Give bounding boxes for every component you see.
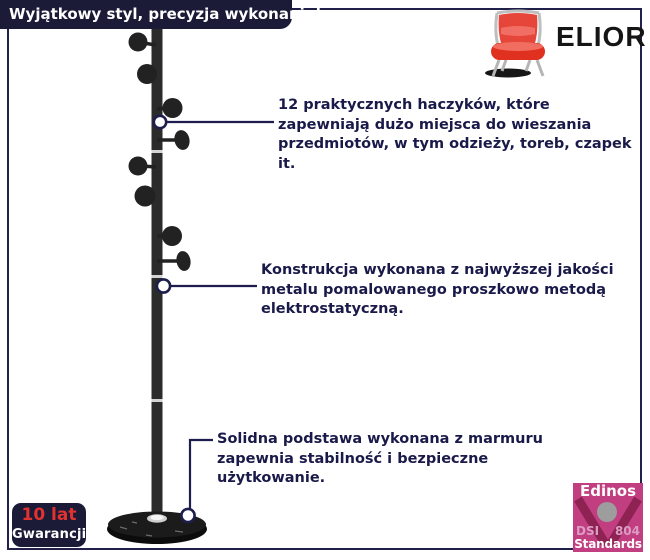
edinos-standards-label: Standards bbox=[574, 537, 642, 551]
hook-knob-icon bbox=[137, 64, 157, 84]
leader-line-base bbox=[190, 440, 213, 509]
hook-knob-icon bbox=[162, 226, 182, 246]
brand-name: ELIOR bbox=[556, 21, 647, 52]
marker-construction bbox=[157, 279, 170, 292]
edinos-804-label: 804 bbox=[614, 524, 640, 538]
edinos-circle-icon bbox=[597, 502, 617, 522]
hook-knob-icon bbox=[135, 186, 156, 207]
red-chair-icon bbox=[484, 8, 552, 78]
edinos-title: Edinos bbox=[579, 482, 637, 500]
annotation-hooks: 12 praktycznych haczyków, które zapewniają dużo miejsca do wieszania przedmiotów, w tym odzieży, toreb, czapek it. bbox=[278, 97, 632, 172]
hook-knob-icon bbox=[129, 157, 148, 176]
rack-pole bbox=[152, 28, 163, 520]
warranty-label: Gwarancji bbox=[12, 527, 87, 542]
hook-knob-icon bbox=[173, 129, 192, 152]
pole-joint bbox=[152, 150, 163, 153]
warranty-badge bbox=[12, 503, 86, 547]
edinos-standards-badge bbox=[573, 483, 643, 552]
annotation-construction: Konstrukcja wykonana z najwyższej jakości metalu pomalowanego proszkowo metodą elektrostatyczną. bbox=[261, 262, 614, 317]
edinos-dsi-label: DSI bbox=[576, 524, 600, 538]
warranty-years: 10 lat bbox=[21, 505, 77, 525]
hook-knob-icon bbox=[163, 98, 183, 118]
headline-banner bbox=[0, 0, 322, 29]
hook-knob-icon bbox=[129, 33, 148, 52]
annotation-base: Solidna podstawa wykonana z marmuru zapewnia stabilność i bezpieczne użytkowanie. bbox=[217, 431, 543, 486]
pole-joint bbox=[152, 275, 163, 278]
headline-text: Wyjątkowy styl, precyzja wykonania! bbox=[9, 5, 322, 23]
marker-base bbox=[181, 509, 194, 522]
pole-joint bbox=[152, 399, 163, 402]
hook-knob-icon bbox=[175, 250, 192, 272]
marker-hooks bbox=[154, 116, 166, 128]
